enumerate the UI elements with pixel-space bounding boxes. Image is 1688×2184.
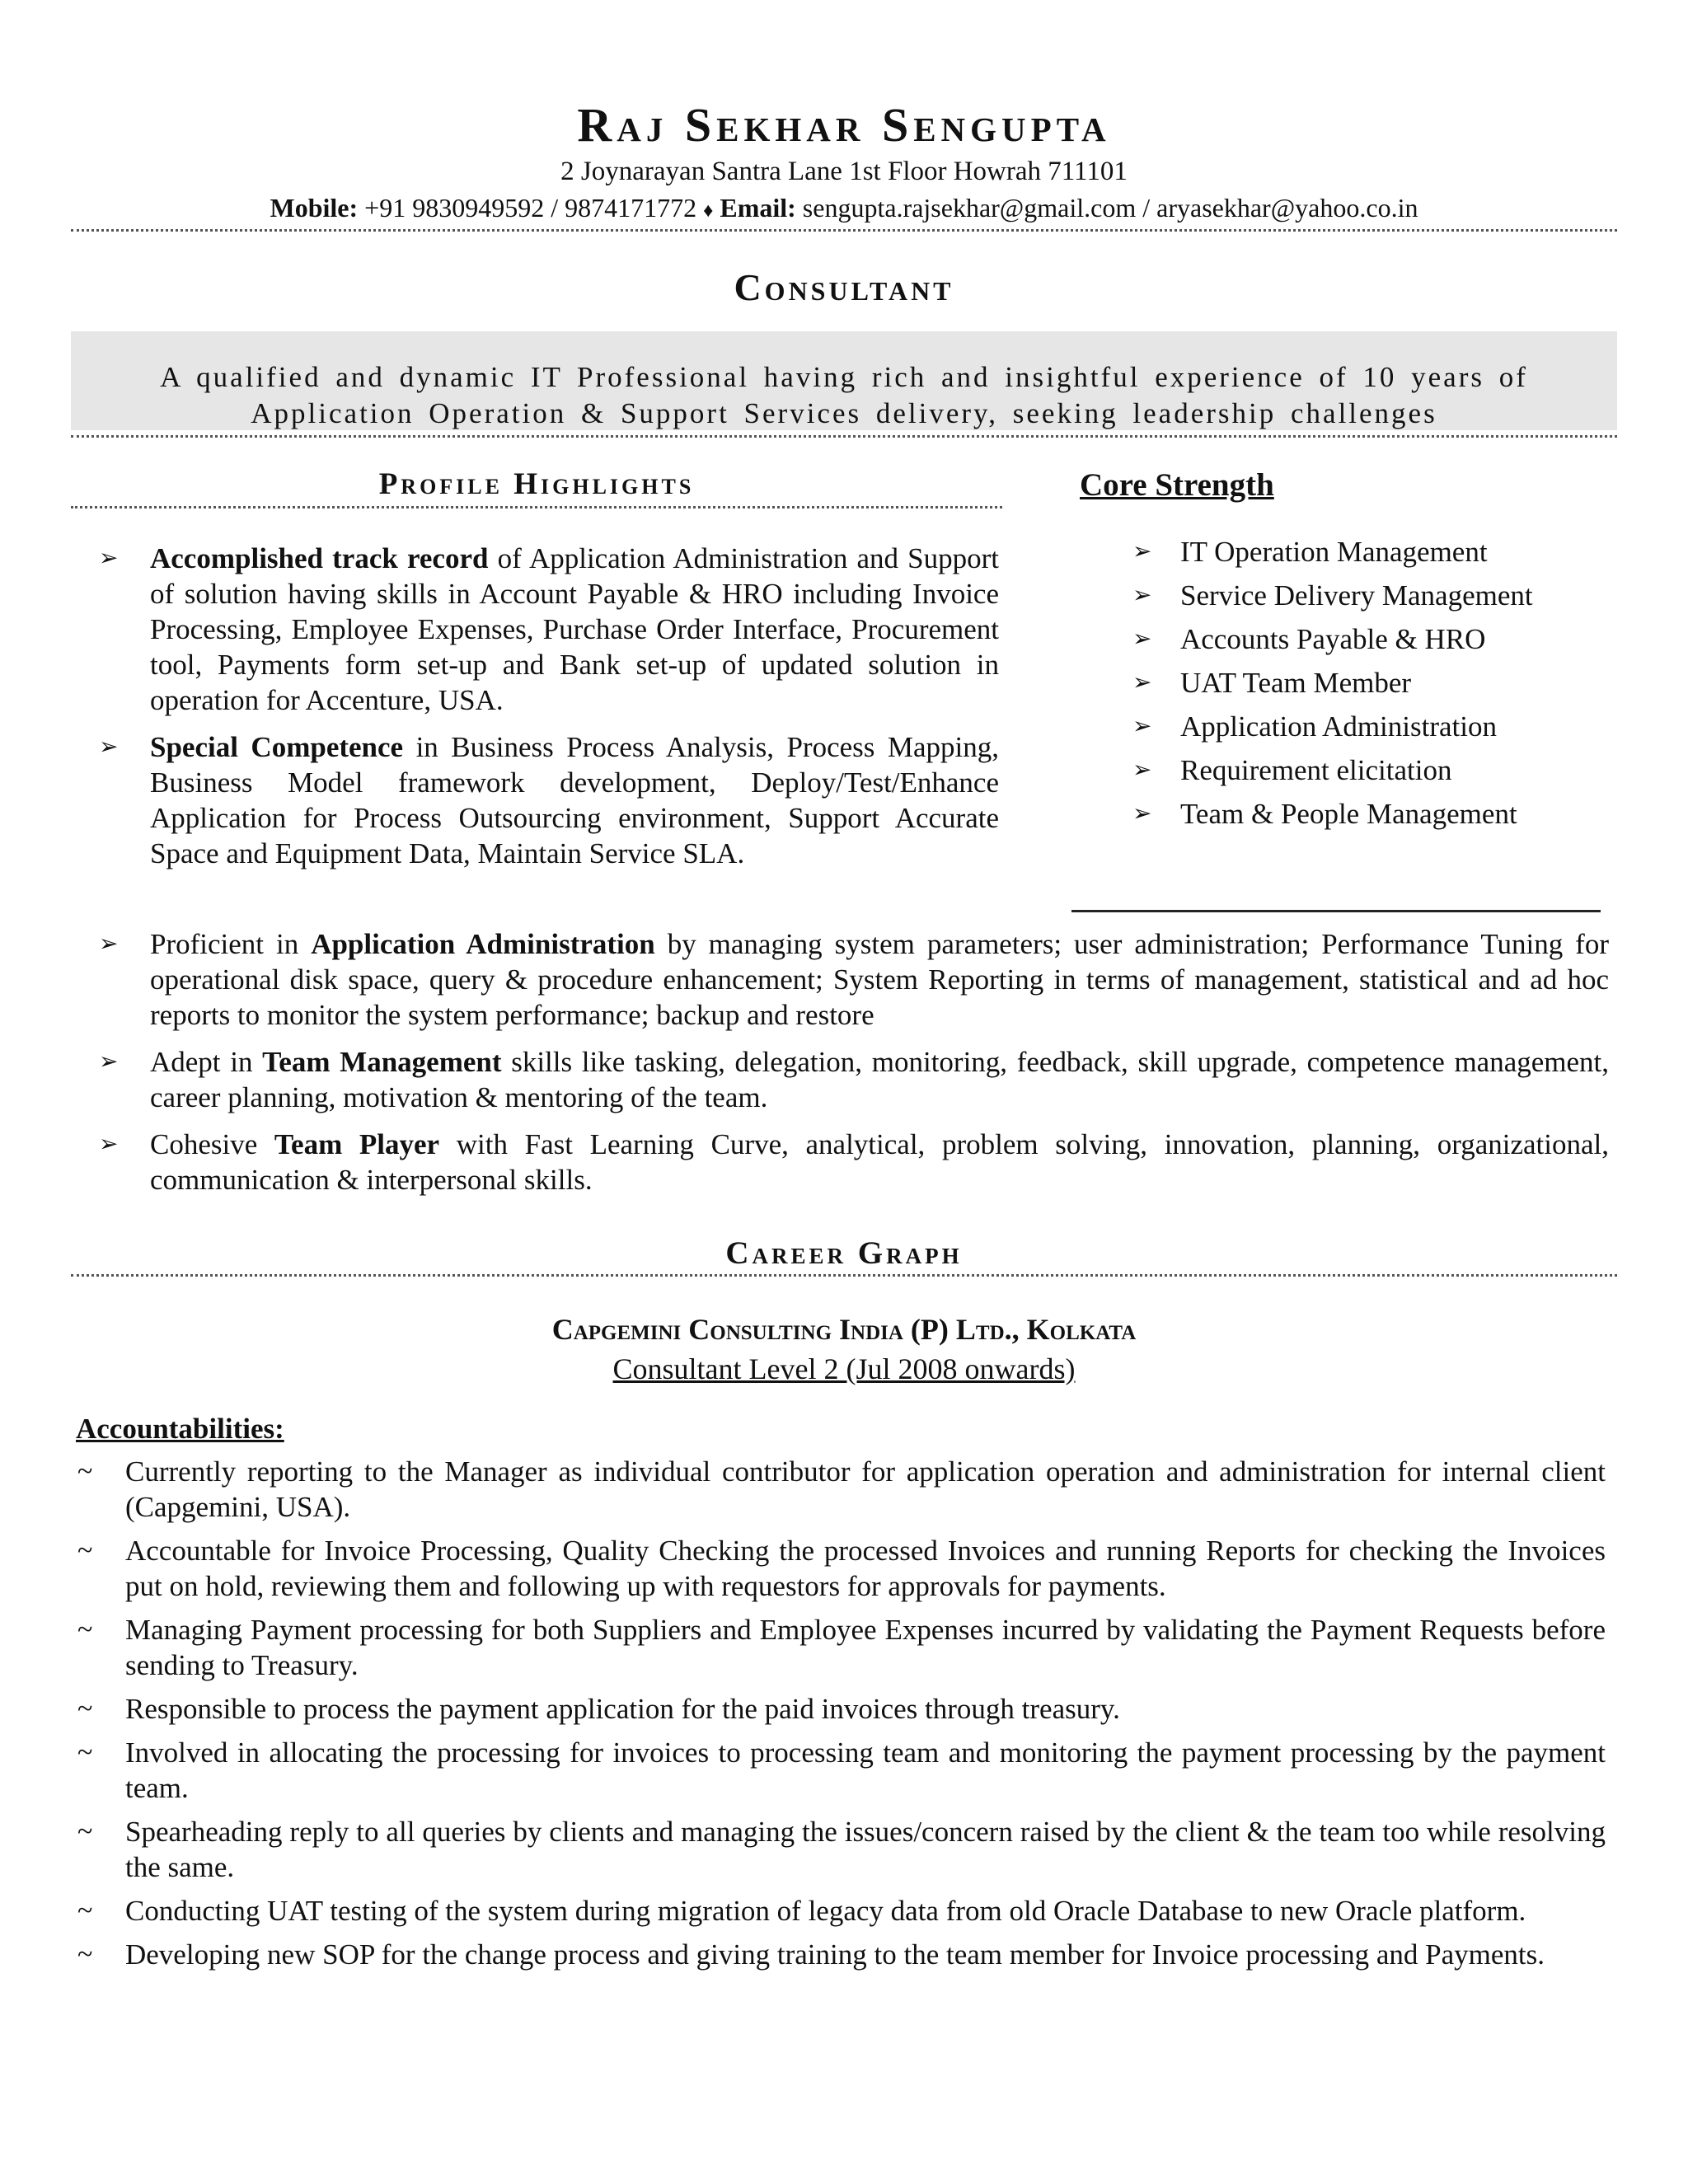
- role-text: Consultant Level 2 (Jul 2008 onwards): [612, 1352, 1076, 1385]
- bullet-bold: Special Competence: [150, 731, 404, 763]
- accountability-text: Responsible to process the payment application for the paid invoices through treasury.: [125, 1693, 1120, 1725]
- arrow-bullet-icon: ➢: [1132, 626, 1152, 652]
- arrow-bullet-icon: ➢: [1132, 583, 1152, 608]
- candidate-name: Raj Sekhar Sengupta: [577, 98, 1111, 152]
- accountabilities-label: Accountabilities:: [76, 1413, 284, 1445]
- core-item: UAT Team Member: [1180, 667, 1412, 699]
- list-item: [1132, 796, 1592, 832]
- bullet-text: in Business Process Analysis, Process Mapping, Business Model framework development, Deploy/Test/Enhance Application for Process Outsourcing environment, Support Accurate Space and Equipment Data, Maintain Service SLA.: [150, 731, 999, 869]
- core-item: Application Administration: [1180, 710, 1497, 743]
- tilde-bullet-icon: ~: [77, 1737, 93, 1768]
- core-item: IT Operation Management: [1180, 536, 1488, 568]
- list-item: [99, 1044, 1609, 1115]
- contact-line: [0, 193, 1688, 223]
- summary-divider: [71, 435, 1617, 438]
- bullet-text: of Application Administration and Support of solution having skills in Account Payable & HRO including Invoice Processing, Employee Expenses, Purchase Order Interface, Procurement tool, Payments form set-up and Bank set-up of updated solution in operation for Accenture, USA.: [150, 542, 999, 716]
- accountability-text: Accountable for Invoice Processing, Quality Checking the processed Invoices and running Reports for checking the Invoices put on hold, reviewing them and following up with requestors for approvals for payments.: [125, 1535, 1606, 1602]
- accountability-text: Currently reporting to the Manager as individual contributor for application operation and administration for internal client (Capgemini, USA).: [125, 1455, 1606, 1523]
- list-item: [99, 926, 1609, 1033]
- profile-bullets: [99, 541, 999, 883]
- mobile-numbers: +91 9830949592 / 9874171772: [364, 193, 697, 223]
- list-item: [77, 1735, 1606, 1806]
- accountability-text: Conducting UAT testing of the system during migration of legacy data from old Oracle Database to new Oracle platform.: [125, 1895, 1526, 1927]
- list-item: [99, 729, 999, 871]
- bullet-text: by managing system parameters; user administration; Performance Tuning for operational disk space, query & procedure enhancement; System Reporting in terms of management, statistical and ad hoc reports to monitor the system performance; backup and restore: [150, 928, 1609, 1031]
- list-item: [77, 1814, 1606, 1885]
- job-title: Consultant: [734, 266, 954, 308]
- bullet-pre: Proficient in: [150, 928, 312, 960]
- list-item: [77, 1454, 1606, 1525]
- accountability-text: Involved in allocating the processing for invoices to processing team and monitoring the payment processing by the payment team.: [125, 1736, 1606, 1804]
- summary-text: A qualified and dynamic IT Professional having rich and insightful experience of 10 years of Application Operation & Support Services delivery, seeking leadership challenges: [160, 361, 1528, 429]
- arrow-bullet-icon: ➢: [99, 1049, 119, 1075]
- list-item: [77, 1691, 1606, 1727]
- core-strength-list: [1132, 534, 1592, 840]
- address: 2 Joynarayan Santra Lane 1st Floor Howrah 711101: [560, 157, 1128, 186]
- arrow-bullet-icon: ➢: [99, 1132, 119, 1157]
- core-item: Accounts Payable & HRO: [1180, 623, 1486, 655]
- tilde-bullet-icon: ~: [77, 1896, 93, 1926]
- profile-highlights-heading: Profile Highlights: [378, 467, 695, 501]
- list-item: [1132, 578, 1592, 613]
- tilde-bullet-icon: ~: [77, 1456, 93, 1487]
- bullet-bold: Accomplished track record: [150, 542, 489, 574]
- list-item: [77, 1893, 1606, 1929]
- arrow-bullet-icon: ➢: [1132, 801, 1152, 827]
- role-title: [0, 1352, 1688, 1386]
- company-name: Capgemini Consulting India (P) Ltd., Kolkata: [551, 1313, 1137, 1346]
- accountability-text: Managing Payment processing for both Suppliers and Employee Expenses incurred by validating the Payment Requests before sending to Treasury.: [125, 1614, 1606, 1681]
- bullet-bold: Application Administration: [311, 928, 655, 960]
- arrow-bullet-icon: ➢: [99, 546, 119, 571]
- tilde-bullet-icon: ~: [77, 1939, 93, 1970]
- list-item: [77, 1937, 1606, 1972]
- career-graph-heading: Career Graph: [725, 1235, 963, 1271]
- career-divider: [71, 1274, 1617, 1277]
- core-item: Service Delivery Management: [1180, 579, 1533, 612]
- arrow-bullet-icon: ➢: [1132, 714, 1152, 739]
- core-strength-rule: [1071, 910, 1601, 912]
- bullet-bold: Team Management: [262, 1046, 502, 1078]
- arrow-bullet-icon: ➢: [99, 931, 119, 957]
- bullet-bold: Team Player: [274, 1128, 440, 1160]
- core-item: Team & People Management: [1180, 798, 1517, 830]
- tilde-bullet-icon: ~: [77, 1694, 93, 1724]
- bullet-pre: Cohesive: [150, 1128, 274, 1160]
- arrow-bullet-icon: ➢: [1132, 670, 1152, 696]
- list-item: [77, 1533, 1606, 1604]
- list-item: [99, 541, 999, 718]
- tilde-bullet-icon: ~: [77, 1816, 93, 1847]
- bullet-text: with Fast Learning Curve, analytical, problem solving, innovation, planning, organizational, communication & interpersonal skills.: [150, 1128, 1610, 1196]
- arrow-bullet-icon: ➢: [99, 734, 119, 760]
- tilde-bullet-icon: ~: [77, 1615, 93, 1645]
- core-item: Requirement elicitation: [1180, 754, 1452, 786]
- profile-divider: [71, 506, 1002, 509]
- diamond-separator-icon: ♦: [703, 200, 714, 222]
- list-item: [1132, 709, 1592, 744]
- tilde-bullet-icon: ~: [77, 1535, 93, 1566]
- accountability-text: Developing new SOP for the change process and giving training to the team member for Invoice processing and Payments.: [125, 1938, 1545, 1971]
- bullet-pre: Adept in: [150, 1046, 263, 1078]
- arrow-bullet-icon: ➢: [1132, 539, 1152, 565]
- email-label: Email:: [720, 193, 796, 223]
- arrow-bullet-icon: ➢: [1132, 757, 1152, 783]
- accountabilities-list: [77, 1454, 1606, 1980]
- profile-wide-bullets: [99, 926, 1610, 1209]
- accountability-text: Spearheading reply to all queries by clients and managing the issues/concern raised by the client & the team too while resolving the same.: [125, 1816, 1606, 1883]
- list-item: [1132, 534, 1592, 569]
- list-item: [1132, 752, 1592, 788]
- accountabilities-heading: [76, 1413, 284, 1446]
- list-item: [1132, 621, 1592, 657]
- mobile-label: Mobile:: [270, 193, 359, 223]
- list-item: [77, 1612, 1606, 1683]
- list-item: [99, 1127, 1610, 1197]
- core-strength-heading: Core Strength: [1080, 467, 1274, 503]
- list-item: [1132, 665, 1592, 701]
- email-addresses: sengupta.rajsekhar@gmail.com / aryasekhar@yahoo.co.in: [802, 193, 1418, 223]
- bullet-text: skills like tasking, delegation, monitoring, feedback, skill upgrade, competence management, career planning, motivation & mentoring of the team.: [150, 1046, 1609, 1113]
- header-divider: [71, 229, 1617, 232]
